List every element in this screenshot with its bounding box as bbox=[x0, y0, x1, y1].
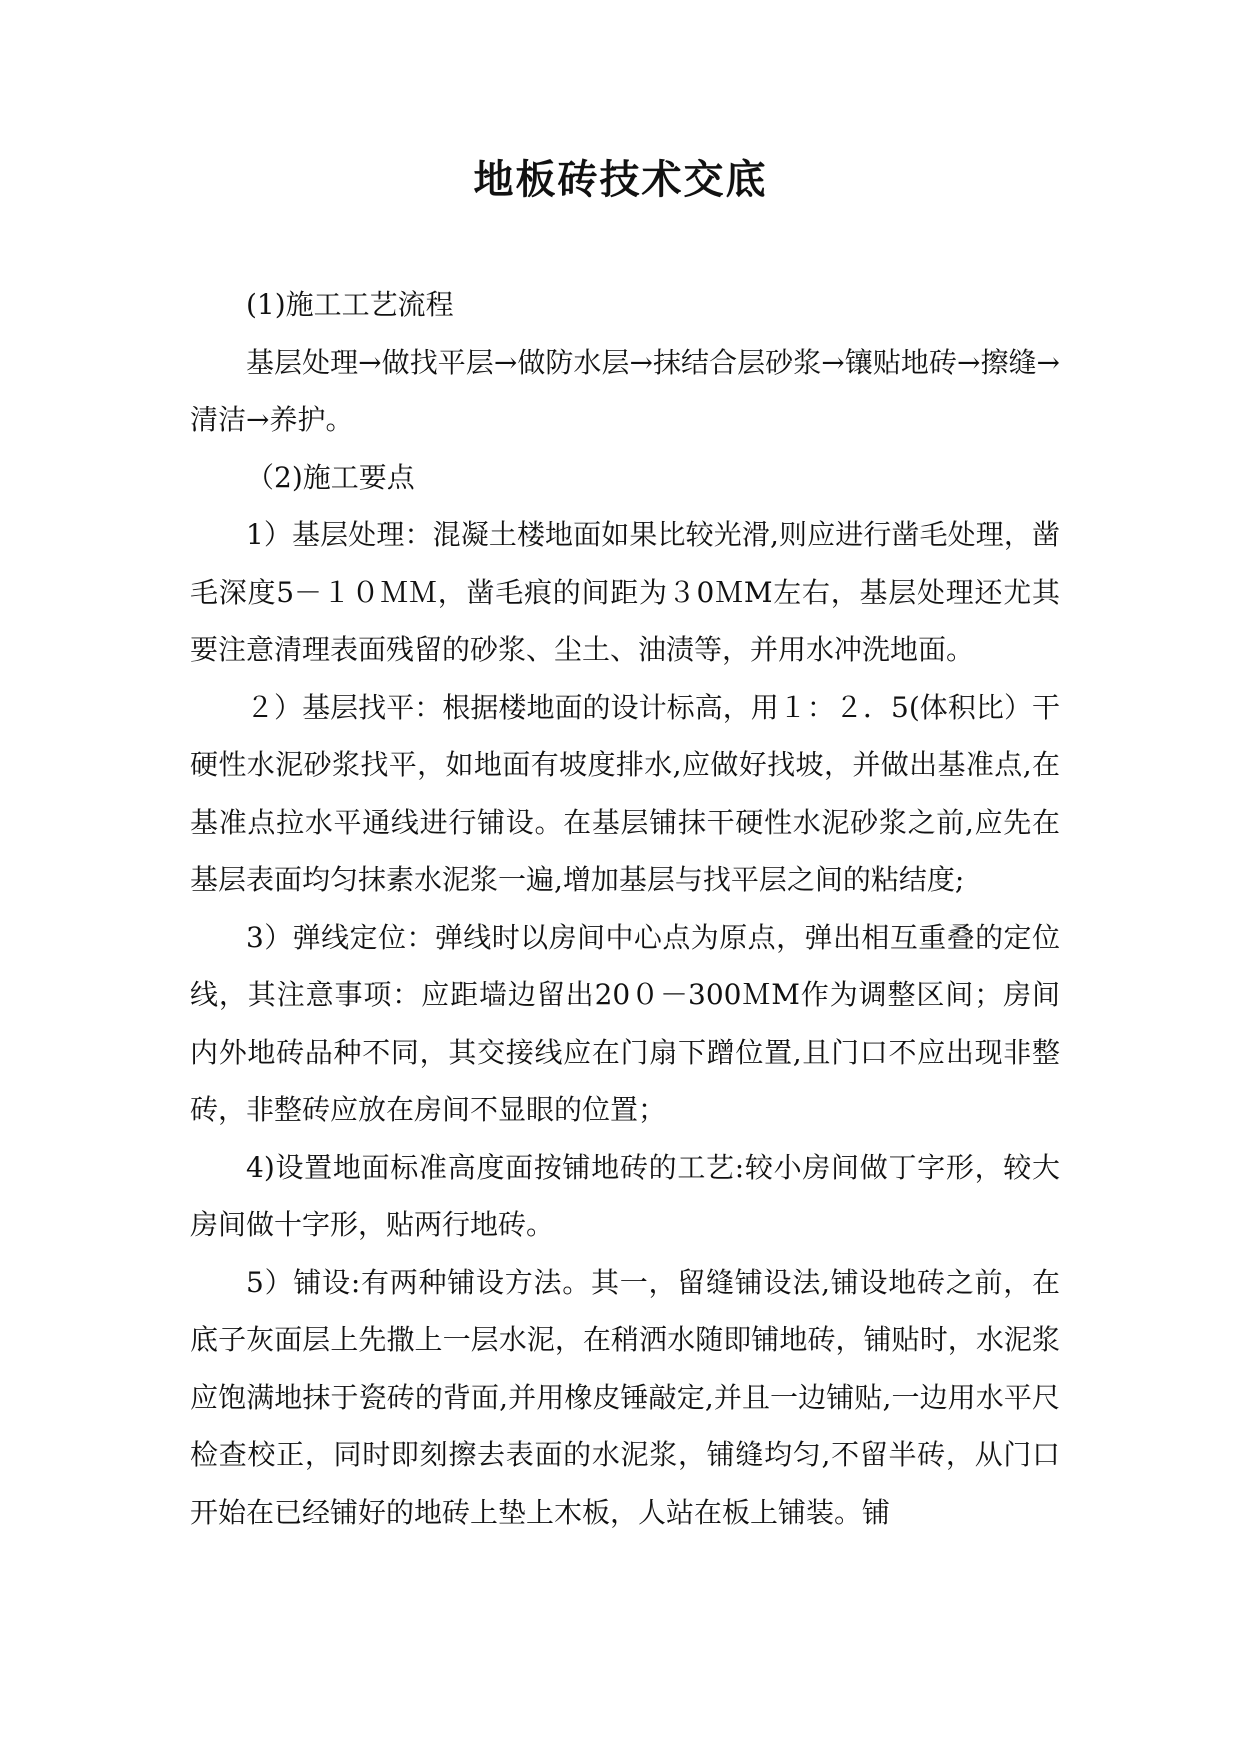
paragraph-key-points-heading: （2)施工要点 bbox=[246, 460, 415, 494]
paragraph-base-treatment: 1）基层处理：混凝土楼地面如果比较光滑,则应进行凿毛处理，凿毛深度5－１０ＭＭ，凿毛痕的间距为３0ＭM左右，基层处理还尤其要注意清理表面残留的砂浆、尘土、油渍等，并用水冲洗地面。 bbox=[190, 518, 1060, 666]
document-body bbox=[190, 276, 1060, 1541]
document-title: 地板砖技术交底 bbox=[473, 156, 768, 203]
paragraph-laying: 5）铺设:有两种铺设方法。其一，留缝铺设法,铺设地砖之前，在底子灰面层上先撒上一层水泥，在稍洒水随即铺地砖，铺贴时，水泥浆应饱满地抹于瓷砖的背面,并用橡皮锤敲定,并且一边铺贴,一边用水平尺检查校正，同时即刻擦去表面的水泥浆，铺缝均匀,不留半砖，从门口开始在已经铺好的地砖上垫上木板，人站在板上铺装。铺 bbox=[190, 1265, 1060, 1529]
paragraph-base-leveling: ２）基层找平：根据楼地面的设计标高，用１：２．5(体积比）干硬性水泥砂浆找平，如地面有坡度排水,应做好找坡，并做出基准点,在基准点拉水平通线进行铺设。在基层铺抹干硬性水泥砂浆之前,应先在基层表面均匀抹素水泥浆一遍,增加基层与找平层之间的粘结度; bbox=[190, 690, 1060, 896]
paragraph-process-flow: 基层处理→做找平层→做防水层→抹结合层砂浆→镶贴地砖→擦缝→清洁→养护。 bbox=[190, 345, 1060, 436]
paragraph-line-positioning: 3）弹线定位：弹线时以房间中心点为原点，弹出相互重叠的定位线，其注意事项：应距墙边留出20０－300ＭM作为调整区间；房间内外地砖品种不同，其交接线应在门扇下蹭位置,且门口不应出现非整砖，非整砖应放在房间不显眼的位置； bbox=[190, 920, 1060, 1126]
paragraph-process-heading: (1)施工工艺流程 bbox=[246, 288, 454, 321]
paragraph-standard-height: 4)设置地面标准高度面按铺地砖的工艺:较小房间做丁字形，较大房间做十字形，贴两行地砖。 bbox=[190, 1150, 1060, 1241]
